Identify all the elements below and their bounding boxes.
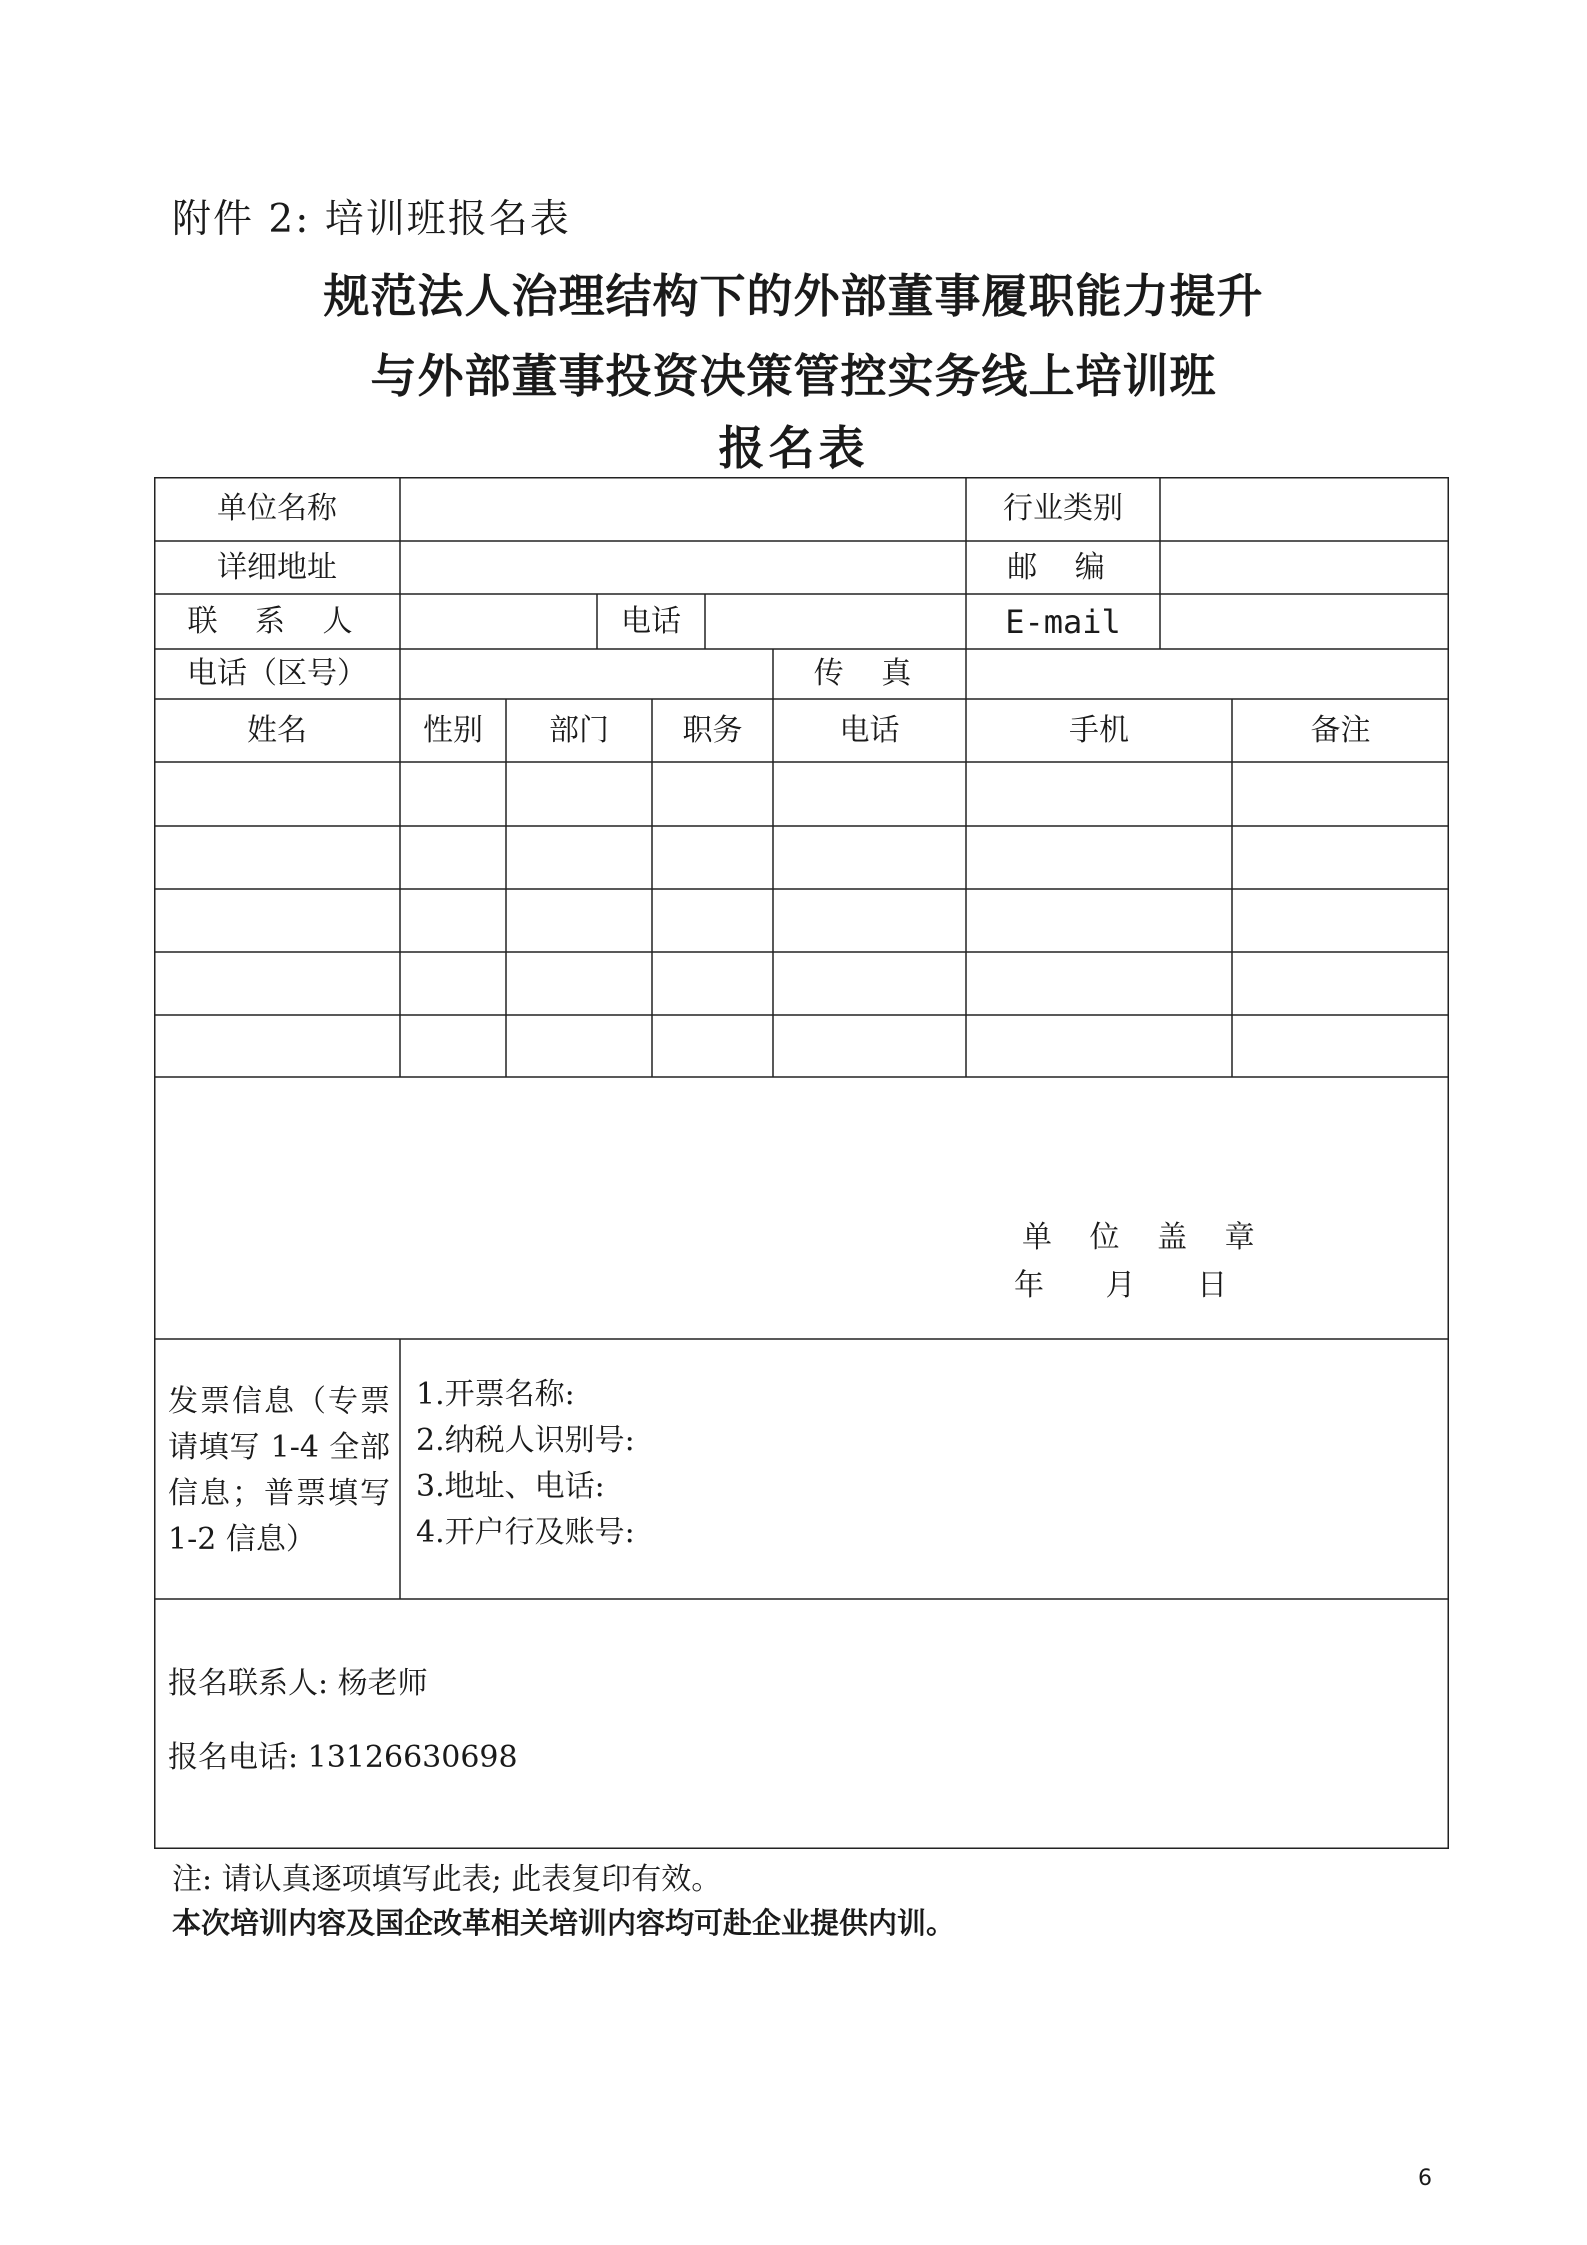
title-line-2: 与外部董事投资决策管控实务线上培训班 [370, 349, 1217, 403]
table-cell-row2-mobile[interactable] [970, 830, 1228, 885]
invoice-item-1: 1.开票名称: [416, 1377, 575, 1412]
table-cell-row5-gender[interactable] [404, 1019, 502, 1073]
table-cell-row3-phone[interactable] [777, 893, 962, 948]
table-cell-row3-name[interactable] [158, 893, 396, 948]
area-phone-label: 电话（区号） [187, 656, 367, 691]
industry-label: 行业类别 [1003, 491, 1123, 526]
table-cell-row1-remarks[interactable] [1236, 767, 1445, 821]
invoice-item-2: 2.纳税人识别号: [416, 1423, 635, 1458]
table-cell-row1-position[interactable] [656, 767, 769, 821]
invoice-item-3: 3.地址、电话: [416, 1469, 605, 1504]
registration-contact: 报名联系人: 杨老师 [168, 1666, 428, 1701]
table-cell-row5-remarks[interactable] [1236, 1019, 1445, 1073]
unit-name-label: 单位名称 [217, 491, 337, 526]
table-cell-row1-name[interactable] [158, 767, 396, 821]
title-line-1: 规范法人治理结构下的外部董事履职能力提升 [323, 269, 1264, 323]
seal-label: 单 位 盖 章 [1022, 1220, 1269, 1255]
email-field[interactable] [1170, 607, 1440, 641]
table-cell-row4-department[interactable] [510, 956, 648, 1011]
table-cell-row3-department[interactable] [510, 893, 648, 948]
column-header-department: 部门 [549, 713, 609, 748]
unit-name-field[interactable] [410, 494, 956, 528]
table-cell-row2-name[interactable] [158, 830, 396, 885]
table-cell-row2-phone[interactable] [777, 830, 962, 885]
address-label: 详细地址 [217, 550, 337, 585]
column-header-phone: 电话 [839, 713, 900, 748]
table-cell-row4-phone[interactable] [777, 956, 962, 1011]
fax-label: 传 真 [813, 656, 926, 691]
invoice-info-label: 发票信息（专票请填写 1-4 全部信息；普票填写 1-2 信息） [168, 1384, 390, 1557]
fax-field[interactable] [976, 659, 1440, 693]
email-label: E-mail [1005, 603, 1121, 641]
table-cell-row5-phone[interactable] [777, 1019, 962, 1073]
table-cell-row5-mobile[interactable] [970, 1019, 1228, 1073]
table-cell-row4-name[interactable] [158, 956, 396, 1011]
page-number: 6 [1418, 2166, 1432, 2191]
table-cell-row2-department[interactable] [510, 830, 648, 885]
contact-label: 联 系 人 [187, 604, 367, 639]
phone-label: 电话 [621, 604, 681, 639]
date-label: 年 月 日 [1014, 1268, 1228, 1303]
column-header-remarks: 备注 [1310, 713, 1371, 748]
table-cell-row4-position[interactable] [656, 956, 769, 1011]
attachment-label: 附件 2: 培训班报名表 [172, 197, 571, 242]
note-instructions: 注: 请认真逐项填写此表; 此表复印有效。 [172, 1862, 722, 1897]
note-inhouse-training: 本次培训内容及国企改革相关培训内容均可赴企业提供内训。 [172, 1906, 956, 1940]
table-cell-row5-position[interactable] [656, 1019, 769, 1073]
postcode-field[interactable] [1170, 553, 1440, 587]
table-cell-row4-mobile[interactable] [970, 956, 1228, 1011]
table-cell-row2-gender[interactable] [404, 830, 502, 885]
table-cell-row3-mobile[interactable] [970, 893, 1228, 948]
table-cell-row4-remarks[interactable] [1236, 956, 1445, 1011]
industry-field[interactable] [1170, 494, 1440, 528]
table-cell-row1-phone[interactable] [777, 767, 962, 821]
column-header-name: 姓名 [247, 713, 307, 748]
table-cell-row5-name[interactable] [158, 1019, 396, 1073]
contact-field[interactable] [410, 607, 588, 641]
table-cell-row1-gender[interactable] [404, 767, 502, 821]
registration-form [154, 477, 1449, 1849]
table-cell-row3-position[interactable] [656, 893, 769, 948]
table-cell-row2-position[interactable] [656, 830, 769, 885]
title-line-3: 报名表 [718, 421, 869, 475]
postcode-label: 邮 编 [1007, 550, 1119, 585]
table-cell-row2-remarks[interactable] [1236, 830, 1445, 885]
table-cell-row3-remarks[interactable] [1236, 893, 1445, 948]
table-cell-row1-department[interactable] [510, 767, 648, 821]
address-field[interactable] [410, 553, 956, 587]
table-cell-row4-gender[interactable] [404, 956, 502, 1011]
phone-field[interactable] [715, 607, 957, 641]
invoice-item-4: 4.开户行及账号: [416, 1515, 635, 1550]
area-phone-field[interactable] [410, 659, 764, 693]
table-cell-row3-gender[interactable] [404, 893, 502, 948]
column-header-mobile: 手机 [1069, 713, 1129, 748]
registration-phone: 报名电话: 13126630698 [168, 1740, 518, 1775]
table-cell-row5-department[interactable] [510, 1019, 648, 1073]
column-header-position: 职务 [682, 713, 743, 748]
table-cell-row1-mobile[interactable] [970, 767, 1228, 821]
column-header-gender: 性别 [423, 713, 483, 748]
